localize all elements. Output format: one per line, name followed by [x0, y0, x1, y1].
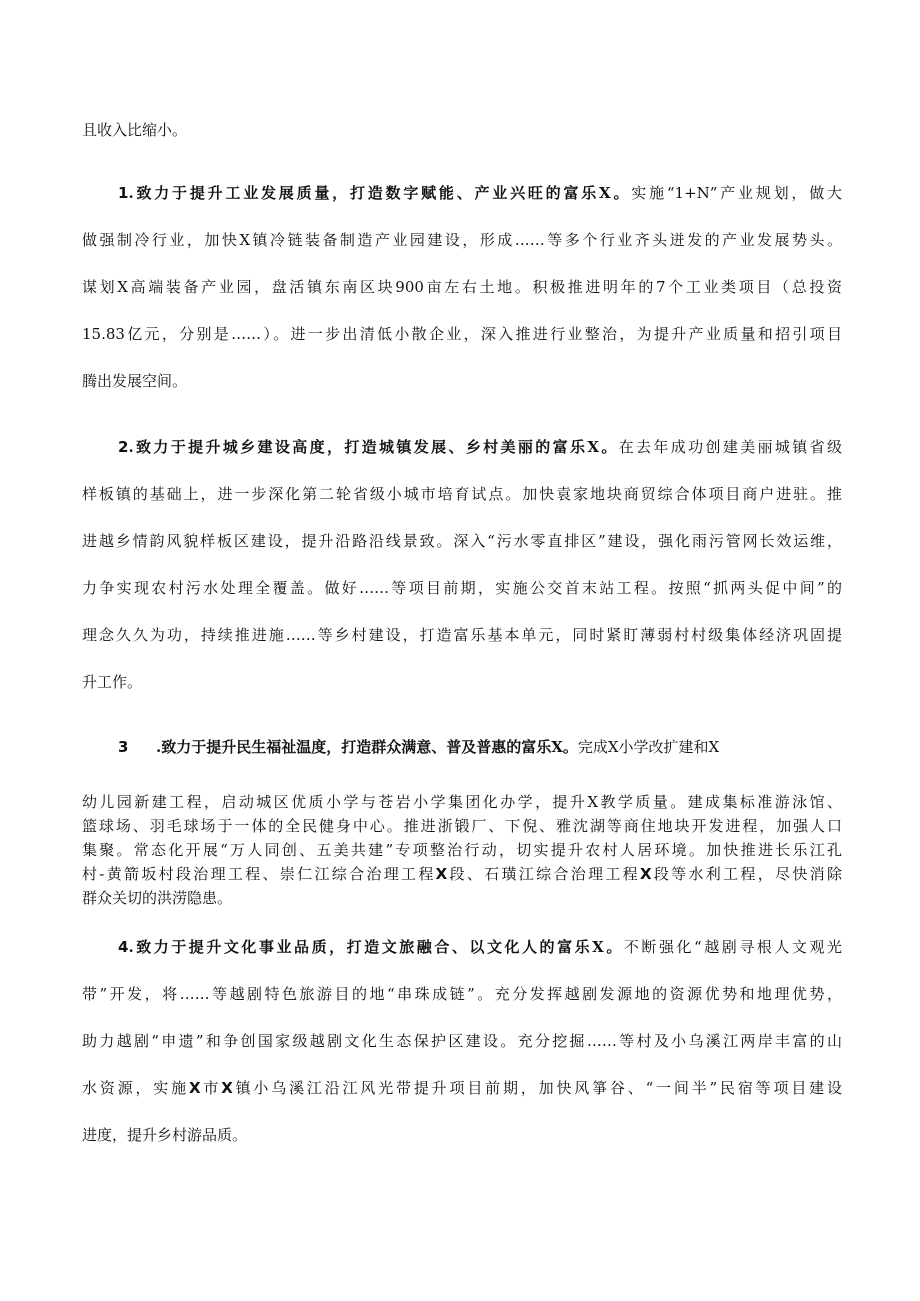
section-3-line-1 — [82, 724, 842, 771]
section-3-heading: .致力于提升民生福祉温度，打造群众满意、普及普惠的富乐X。 — [156, 738, 578, 756]
section-3-heading-paragraph — [82, 724, 842, 771]
section-2-line-3: 进越乡情韵风貌样板区建设，提升沿路沿线景致。深入“污水零直排区”建设，强化雨污管网长效运维， — [82, 532, 842, 550]
section-4-line-1 — [82, 924, 842, 971]
section-3-line-5-x2: X — [639, 865, 652, 883]
section-3-line-5 — [82, 862, 842, 886]
section-2-line-6: 升工作。 — [82, 673, 143, 691]
section-4-line-4-part-c: 镇小乌溪江沿江风光带提升项目前期，加快风箏谷、“一间半”民宿等项目建设 — [232, 1079, 842, 1097]
section-4-paragraph — [82, 924, 842, 1159]
section-4-number: 4 — [118, 938, 129, 956]
section-4-line-2: 带”开发，将……等越剧特色旅游目的地“串珠成链”。充分发挥越剧发源地的资源优势和地理优势， — [82, 985, 842, 1003]
section-2-paragraph — [82, 424, 842, 706]
section-1-line-4: 15.83亿元，分别是……）。进一步出清低小散企业，深入推进行业整治，为提升产业质量和招引项目 — [82, 325, 842, 343]
section-4-line-4-x1: X — [188, 1079, 201, 1097]
intro-paragraph — [82, 107, 842, 154]
section-4-line-4-part-b: 市 — [200, 1079, 222, 1097]
section-4-line-4 — [82, 1065, 842, 1112]
section-3-line-6: 群众关切的洪涝隐患。 — [82, 889, 233, 907]
section-3-line-4: 集聚。常态化开展“万人同创、五美共建”专项整治行动，切实提升农村人居环境。加快推进长乐江孔 — [82, 841, 842, 859]
section-4-heading: .致力于提升文化事业品质，打造文旅融合、以文化人的富乐X。 — [128, 938, 624, 956]
section-2-number: 2 — [118, 438, 129, 456]
section-1-line-2: 做强制冷行业，加快X镇冷链装备制造产业园建设，形成……等多个行业齐头迸发的产业发展势头。 — [82, 231, 842, 249]
section-2-line-2: 样板镇的基础上，进一步深化第二轮省级小城市培育试点。加快袁家地块商贸综合体项目商户进驻。推 — [82, 485, 842, 503]
section-2-line-1 — [82, 424, 842, 471]
section-2-line-4: 力争实现农村污水处理全覆盖。做好……等项目前期，实施公交首末站工程。按照“抓两头促中间”的 — [82, 579, 842, 597]
section-3-body — [82, 790, 842, 910]
section-3-line-3: 篮球场、羽毛球场于一体的全民健身中心。推进浙锻厂、下倪、雅沈湖等商住地块开发进程，加强人口 — [82, 817, 842, 835]
section-1-line-1 — [82, 170, 842, 217]
section-1-number: 1 — [118, 184, 129, 202]
intro-line-1: 且收入比缩小。 — [82, 121, 188, 139]
section-1-line-3: 谋划X高端装备产业园，盘活镇东南区块900亩左右土地。积极推进明年的7个工业类项目（总投资 — [82, 278, 842, 296]
section-3-line-2: 幼儿园新建工程，启动城区优质小学与苍岩小学集团化办学，提升X教学质量。建成集标准游泳馆、 — [82, 793, 842, 811]
section-3-line-5-x1: X — [435, 865, 448, 883]
section-3-line-5-part-b: 段、石璜江综合治理工程 — [447, 865, 640, 883]
section-3-line-5-part-a: 村-黄箭坂村段治理工程、崇仁江综合治理工程 — [82, 865, 436, 883]
section-3-line-5-part-c: 段等水利工程，尽快消除 — [651, 865, 842, 883]
section-1-line-1-tail: 实施“1+N”产业规划，做大 — [631, 184, 842, 202]
section-4-line-4-part-a: 水资源，实施 — [82, 1079, 189, 1097]
section-4-line-3: 助力越剧“申遗”和争创国家级越剧文化生态保护区建设。充分挖掘……等村及小乌溪江两岸丰富的山 — [82, 1032, 842, 1050]
section-2-line-5: 理念久久为功，持续推进施……等乡村建设，打造富乐基本单元，同时紧盯薄弱村村级集体经济巩固提 — [82, 626, 842, 644]
section-1-heading: .致力于提升工业发展质量，打造数字赋能、产业兴旺的富乐X。 — [128, 184, 632, 202]
section-3-line-1-tail: 完成X小学改扩建和X — [577, 738, 720, 756]
section-1-line-5: 腾出发展空间。 — [82, 372, 188, 390]
section-2-line-1-tail: 在去年成功创建美丽城镇省级 — [618, 438, 842, 456]
section-1-paragraph — [82, 170, 842, 405]
section-3-number: 3 — [118, 738, 129, 756]
section-4-line-1-tail: 不断强化“越剧寻根人文观光 — [623, 938, 842, 956]
section-2-heading: .致力于提升城乡建设高度，打造城镇发展、乡村美丽的富乐X。 — [128, 438, 619, 456]
section-4-line-4-x2: X — [221, 1079, 233, 1097]
section-4-line-5: 进度，提升乡村游品质。 — [82, 1126, 248, 1144]
